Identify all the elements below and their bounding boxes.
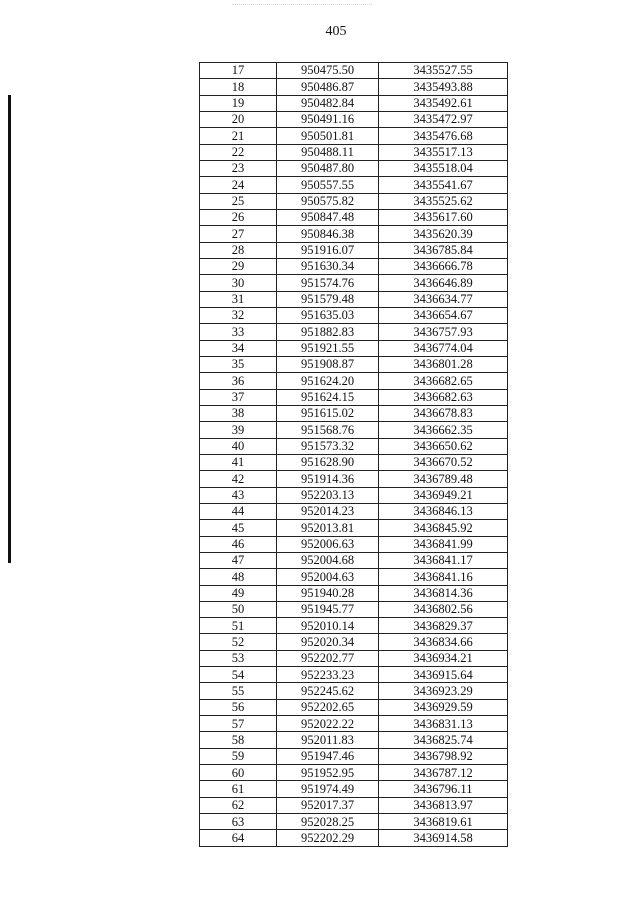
y-coordinate-cell: 3436834.66 <box>379 634 508 650</box>
point-number-cell: 42 <box>200 471 277 487</box>
point-number-cell: 24 <box>200 177 277 193</box>
y-coordinate-cell: 3435617.60 <box>379 209 508 225</box>
table-row <box>200 373 508 389</box>
x-coordinate-cell: 950575.82 <box>277 193 379 209</box>
x-coordinate-cell: 950487.80 <box>277 160 379 176</box>
x-coordinate-cell: 951574.76 <box>277 275 379 291</box>
x-coordinate-cell: 951974.49 <box>277 781 379 797</box>
x-coordinate-cell: 952004.68 <box>277 552 379 568</box>
y-coordinate-cell: 3436929.59 <box>379 699 508 715</box>
table-row <box>200 324 508 340</box>
point-number-cell: 43 <box>200 487 277 503</box>
table-row <box>200 536 508 552</box>
scan-artifact <box>232 4 372 17</box>
table-row <box>200 569 508 585</box>
y-coordinate-cell: 3436646.89 <box>379 275 508 291</box>
y-coordinate-cell: 3436841.99 <box>379 536 508 552</box>
x-coordinate-cell: 952017.37 <box>277 797 379 813</box>
table-row <box>200 258 508 274</box>
point-number-cell: 50 <box>200 601 277 617</box>
point-number-cell: 33 <box>200 324 277 340</box>
x-coordinate-cell: 951921.55 <box>277 340 379 356</box>
table-row <box>200 503 508 519</box>
x-coordinate-cell: 951952.95 <box>277 765 379 781</box>
x-coordinate-cell: 950557.55 <box>277 177 379 193</box>
point-number-cell: 56 <box>200 699 277 715</box>
point-number-cell: 40 <box>200 438 277 454</box>
table-row <box>200 585 508 601</box>
point-number-cell: 44 <box>200 503 277 519</box>
point-number-cell: 63 <box>200 814 277 830</box>
table-row <box>200 650 508 666</box>
x-coordinate-cell: 951914.36 <box>277 471 379 487</box>
y-coordinate-cell: 3436915.64 <box>379 667 508 683</box>
point-number-cell: 55 <box>200 683 277 699</box>
x-coordinate-cell: 951579.48 <box>277 291 379 307</box>
y-coordinate-cell: 3436949.21 <box>379 487 508 503</box>
x-coordinate-cell: 951940.28 <box>277 585 379 601</box>
y-coordinate-cell: 3436934.21 <box>379 650 508 666</box>
x-coordinate-cell: 952202.77 <box>277 650 379 666</box>
point-number-cell: 61 <box>200 781 277 797</box>
point-number-cell: 59 <box>200 748 277 764</box>
point-number-cell: 49 <box>200 585 277 601</box>
table-row <box>200 356 508 372</box>
point-number-cell: 39 <box>200 422 277 438</box>
y-coordinate-cell: 3435518.04 <box>379 160 508 176</box>
y-coordinate-cell: 3436831.13 <box>379 716 508 732</box>
y-coordinate-cell: 3436666.78 <box>379 258 508 274</box>
y-coordinate-cell: 3435492.61 <box>379 95 508 111</box>
point-number-cell: 45 <box>200 520 277 536</box>
table-row <box>200 405 508 421</box>
x-coordinate-cell: 951916.07 <box>277 242 379 258</box>
x-coordinate-cell: 951947.46 <box>277 748 379 764</box>
y-coordinate-cell: 3436814.36 <box>379 585 508 601</box>
table-row <box>200 765 508 781</box>
table-row <box>200 748 508 764</box>
table-row <box>200 732 508 748</box>
x-coordinate-cell: 950475.50 <box>277 63 379 79</box>
table-row <box>200 63 508 79</box>
point-number-cell: 29 <box>200 258 277 274</box>
x-coordinate-cell: 952028.25 <box>277 814 379 830</box>
table-row <box>200 226 508 242</box>
y-coordinate-cell: 3436829.37 <box>379 618 508 634</box>
y-coordinate-cell: 3436841.17 <box>379 552 508 568</box>
x-coordinate-cell: 952014.23 <box>277 503 379 519</box>
table-row <box>200 634 508 650</box>
x-coordinate-cell: 952006.63 <box>277 536 379 552</box>
point-number-cell: 35 <box>200 356 277 372</box>
point-number-cell: 22 <box>200 144 277 160</box>
table-row <box>200 716 508 732</box>
point-number-cell: 53 <box>200 650 277 666</box>
point-number-cell: 23 <box>200 160 277 176</box>
table-row <box>200 275 508 291</box>
y-coordinate-cell: 3436802.56 <box>379 601 508 617</box>
x-coordinate-cell: 952202.29 <box>277 830 379 846</box>
table-row <box>200 454 508 470</box>
table-row <box>200 79 508 95</box>
table-row <box>200 797 508 813</box>
table-row <box>200 552 508 568</box>
table-row <box>200 193 508 209</box>
x-coordinate-cell: 950846.38 <box>277 226 379 242</box>
x-coordinate-cell: 950488.11 <box>277 144 379 160</box>
x-coordinate-cell: 950847.48 <box>277 209 379 225</box>
table-row <box>200 340 508 356</box>
y-coordinate-cell: 3436662.35 <box>379 422 508 438</box>
point-number-cell: 21 <box>200 128 277 144</box>
y-coordinate-cell: 3436801.28 <box>379 356 508 372</box>
y-coordinate-cell: 3436682.63 <box>379 389 508 405</box>
table-row <box>200 487 508 503</box>
x-coordinate-cell: 951635.03 <box>277 307 379 323</box>
x-coordinate-cell: 952011.83 <box>277 732 379 748</box>
point-number-cell: 57 <box>200 716 277 732</box>
y-coordinate-cell: 3435472.97 <box>379 111 508 127</box>
table-row <box>200 242 508 258</box>
y-coordinate-cell: 3436789.48 <box>379 471 508 487</box>
point-number-cell: 46 <box>200 536 277 552</box>
coordinates-table-body <box>200 63 508 847</box>
x-coordinate-cell: 951624.20 <box>277 373 379 389</box>
table-row <box>200 699 508 715</box>
y-coordinate-cell: 3436650.62 <box>379 438 508 454</box>
y-coordinate-cell: 3436846.13 <box>379 503 508 519</box>
table-row <box>200 438 508 454</box>
point-number-cell: 48 <box>200 569 277 585</box>
y-coordinate-cell: 3435517.13 <box>379 144 508 160</box>
x-coordinate-cell: 950491.16 <box>277 111 379 127</box>
y-coordinate-cell: 3435620.39 <box>379 226 508 242</box>
y-coordinate-cell: 3436841.16 <box>379 569 508 585</box>
x-coordinate-cell: 952202.65 <box>277 699 379 715</box>
x-coordinate-cell: 950501.81 <box>277 128 379 144</box>
table-row <box>200 667 508 683</box>
table-row <box>200 471 508 487</box>
x-coordinate-cell: 951945.77 <box>277 601 379 617</box>
point-number-cell: 60 <box>200 765 277 781</box>
x-coordinate-cell: 951628.90 <box>277 454 379 470</box>
point-number-cell: 58 <box>200 732 277 748</box>
point-number-cell: 37 <box>200 389 277 405</box>
table-row <box>200 128 508 144</box>
y-coordinate-cell: 3435525.62 <box>379 193 508 209</box>
y-coordinate-cell: 3436798.92 <box>379 748 508 764</box>
x-coordinate-cell: 952022.22 <box>277 716 379 732</box>
y-coordinate-cell: 3436670.52 <box>379 454 508 470</box>
y-coordinate-cell: 3436825.74 <box>379 732 508 748</box>
y-coordinate-cell: 3436796.11 <box>379 781 508 797</box>
table-row <box>200 389 508 405</box>
point-number-cell: 34 <box>200 340 277 356</box>
table-row <box>200 683 508 699</box>
point-number-cell: 28 <box>200 242 277 258</box>
y-coordinate-cell: 3435476.68 <box>379 128 508 144</box>
y-coordinate-cell: 3436914.58 <box>379 830 508 846</box>
table-row <box>200 160 508 176</box>
table-row <box>200 618 508 634</box>
table-row <box>200 601 508 617</box>
point-number-cell: 47 <box>200 552 277 568</box>
point-number-cell: 17 <box>200 63 277 79</box>
y-coordinate-cell: 3436845.92 <box>379 520 508 536</box>
point-number-cell: 25 <box>200 193 277 209</box>
x-coordinate-cell: 952004.63 <box>277 569 379 585</box>
point-number-cell: 18 <box>200 79 277 95</box>
point-number-cell: 51 <box>200 618 277 634</box>
y-coordinate-cell: 3435527.55 <box>379 63 508 79</box>
point-number-cell: 32 <box>200 307 277 323</box>
coordinates-table <box>199 62 508 847</box>
y-coordinate-cell: 3435541.67 <box>379 177 508 193</box>
point-number-cell: 41 <box>200 454 277 470</box>
point-number-cell: 54 <box>200 667 277 683</box>
x-coordinate-cell: 952010.14 <box>277 618 379 634</box>
x-coordinate-cell: 950486.87 <box>277 79 379 95</box>
point-number-cell: 26 <box>200 209 277 225</box>
page-number: 405 <box>325 24 347 39</box>
table-row <box>200 177 508 193</box>
x-coordinate-cell: 951615.02 <box>277 405 379 421</box>
point-number-cell: 38 <box>200 405 277 421</box>
table-row <box>200 781 508 797</box>
y-coordinate-cell: 3436813.97 <box>379 797 508 813</box>
table-row <box>200 422 508 438</box>
margin-binding-mark <box>8 95 11 563</box>
table-row <box>200 209 508 225</box>
point-number-cell: 19 <box>200 95 277 111</box>
point-number-cell: 20 <box>200 111 277 127</box>
y-coordinate-cell: 3436678.83 <box>379 405 508 421</box>
y-coordinate-cell: 3436819.61 <box>379 814 508 830</box>
table-row <box>200 814 508 830</box>
x-coordinate-cell: 951882.83 <box>277 324 379 340</box>
point-number-cell: 31 <box>200 291 277 307</box>
y-coordinate-cell: 3436682.65 <box>379 373 508 389</box>
point-number-cell: 27 <box>200 226 277 242</box>
table-row <box>200 95 508 111</box>
point-number-cell: 30 <box>200 275 277 291</box>
table-row <box>200 111 508 127</box>
x-coordinate-cell: 950482.84 <box>277 95 379 111</box>
x-coordinate-cell: 952020.34 <box>277 634 379 650</box>
x-coordinate-cell: 951908.87 <box>277 356 379 372</box>
point-number-cell: 52 <box>200 634 277 650</box>
x-coordinate-cell: 951624.15 <box>277 389 379 405</box>
y-coordinate-cell: 3435493.88 <box>379 79 508 95</box>
y-coordinate-cell: 3436787.12 <box>379 765 508 781</box>
point-number-cell: 64 <box>200 830 277 846</box>
x-coordinate-cell: 952245.62 <box>277 683 379 699</box>
x-coordinate-cell: 952013.81 <box>277 520 379 536</box>
y-coordinate-cell: 3436654.67 <box>379 307 508 323</box>
x-coordinate-cell: 952203.13 <box>277 487 379 503</box>
y-coordinate-cell: 3436923.29 <box>379 683 508 699</box>
table-row <box>200 291 508 307</box>
x-coordinate-cell: 951568.76 <box>277 422 379 438</box>
y-coordinate-cell: 3436774.04 <box>379 340 508 356</box>
point-number-cell: 62 <box>200 797 277 813</box>
table-row <box>200 830 508 846</box>
x-coordinate-cell: 951630.34 <box>277 258 379 274</box>
y-coordinate-cell: 3436634.77 <box>379 291 508 307</box>
y-coordinate-cell: 3436757.93 <box>379 324 508 340</box>
table-row <box>200 144 508 160</box>
y-coordinate-cell: 3436785.84 <box>379 242 508 258</box>
x-coordinate-cell: 951573.32 <box>277 438 379 454</box>
x-coordinate-cell: 952233.23 <box>277 667 379 683</box>
point-number-cell: 36 <box>200 373 277 389</box>
table-row <box>200 520 508 536</box>
table-row <box>200 307 508 323</box>
